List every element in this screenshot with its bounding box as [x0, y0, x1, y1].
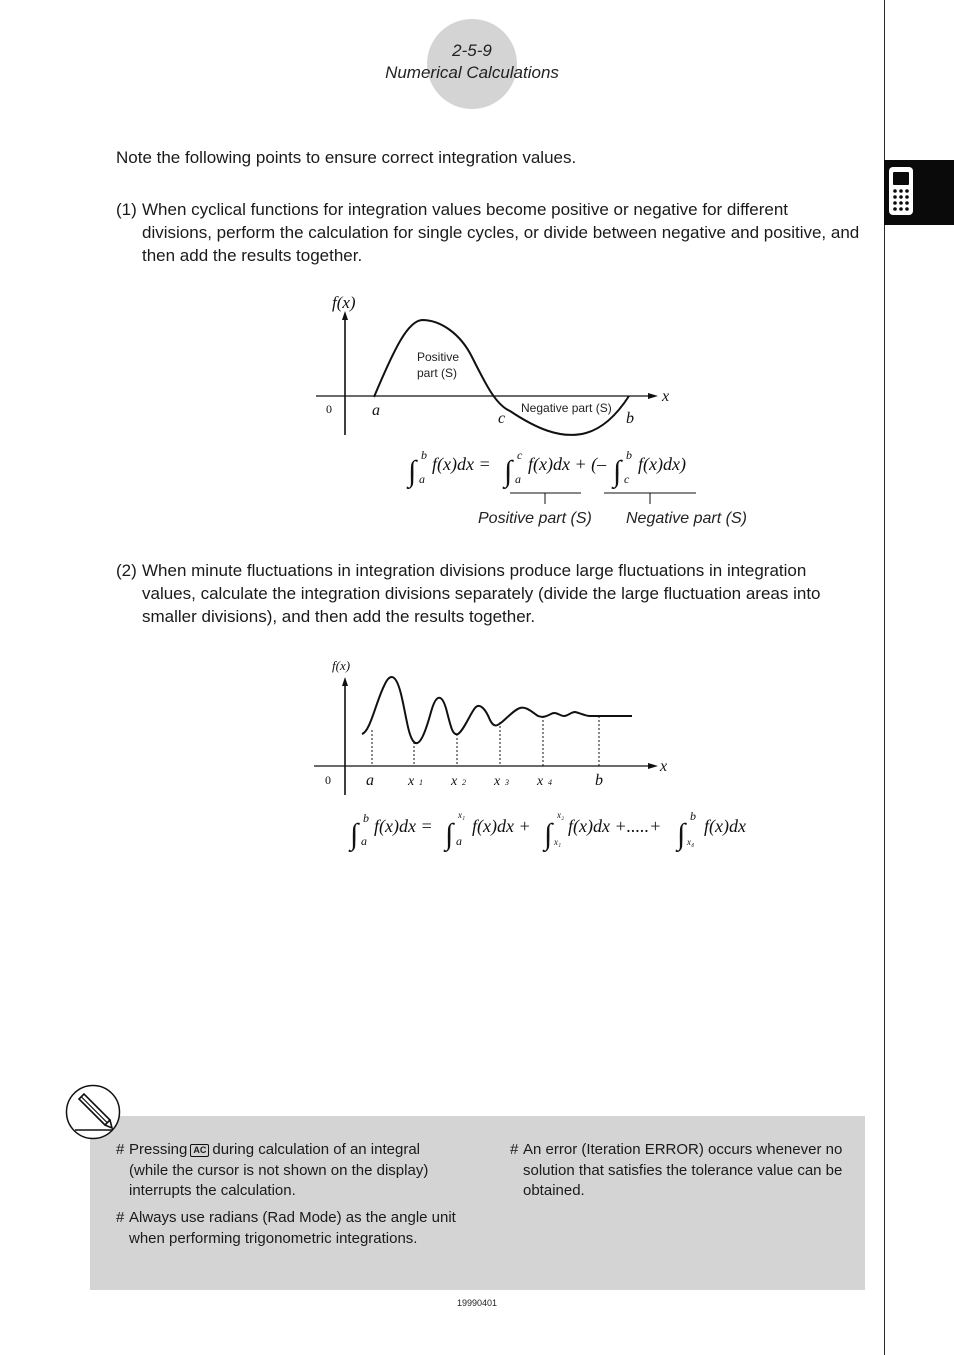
formula-term-1: f(x)dx + [472, 816, 531, 836]
formula-term-2: f(x)dx +.....+ [568, 816, 662, 836]
formula-lhs: f(x)dx = [374, 816, 433, 836]
note-interrupt [116, 1140, 461, 1202]
point-c-label: c [498, 410, 506, 427]
y-axis-label: f(x) [332, 658, 351, 673]
figure-positive-negative [300, 285, 780, 535]
integral-sign: ∫ [408, 455, 417, 488]
upper-limit: x₁ [458, 810, 466, 820]
upper-limit: c [517, 448, 523, 462]
tick-label: b [595, 772, 603, 789]
lower-limit: c [624, 472, 630, 486]
tick-label: x [408, 774, 415, 789]
y-axis-label: f(x) [332, 293, 356, 312]
point-number: (1) [116, 200, 137, 219]
lower-limit: a [456, 834, 462, 848]
tick-subscript: 3 [505, 778, 509, 787]
intro-text: Note the following points to ensure correct integration values. [116, 148, 577, 167]
upper-limit: b [363, 811, 369, 825]
tick-label: x [537, 774, 544, 789]
note-text: during calculation of an integral (while the cursor is not shown on the display) interrupts the calculation. [129, 1141, 429, 1199]
integral-sign: ∫ [677, 818, 686, 851]
upper-limit: b [690, 809, 696, 823]
integral-sign: ∫ [613, 455, 622, 488]
y-axis-arrow [342, 677, 348, 686]
x-axis-label: x [662, 388, 670, 405]
note-body: An error (Iteration ERROR) occurs whenever no solution that satisfies the tolerance value can be obtained. [523, 1141, 843, 1199]
integral-sign: ∫ [504, 455, 513, 488]
note-hash: # [510, 1141, 519, 1158]
lower-limit: a [515, 472, 521, 486]
integral-formula-1 [406, 448, 686, 490]
positive-part-label-2: part (S) [417, 366, 458, 380]
division-lines [372, 716, 599, 766]
pencil-icon [65, 1084, 121, 1140]
oscillating-curve [362, 677, 632, 743]
origin-label: 0 [326, 402, 332, 416]
upper-limit: b [421, 448, 427, 462]
point-text: When cyclical functions for integration values become positive or negative for different divisions, perform the calculation for single cycles, or divide between negative and positive, and then add the results together. [142, 200, 860, 265]
tick-label: x [451, 774, 458, 789]
x-axis-arrow [648, 393, 658, 399]
lower-limit: x₁ [554, 837, 562, 847]
lower-limit: x₄ [687, 837, 695, 847]
page-number: 2-5-9 [452, 41, 492, 60]
x-axis-label: x [660, 758, 668, 775]
note-iteration-error [510, 1140, 850, 1202]
integral-sign: ∫ [350, 818, 359, 851]
tick-subscript: 4 [548, 778, 552, 787]
section-title: Numerical Calculations [385, 63, 559, 82]
point-1 [116, 198, 861, 267]
formula-term-1: f(x)dx + (– [528, 454, 607, 474]
positive-part-label: Positive [417, 350, 460, 364]
tick-labels [366, 772, 603, 789]
point-number: (2) [116, 561, 137, 580]
y-axis-arrow [342, 311, 348, 320]
formula-term-3: f(x)dx [704, 816, 746, 836]
tick-subscript: 2 [462, 778, 466, 787]
point-text: When minute fluctuations in integration divisions produce large fluctuations in integration values, calculate the integration divisions separately (divide the large fluctuation areas into smaller divisions), and then add the results together. [142, 561, 821, 626]
note-body: Always use radians (Rad Mode) as the angle unit when performing trigonometric integrations. [129, 1209, 456, 1247]
footer-code: 19990401 [456, 1298, 498, 1308]
chapter-tab [884, 160, 954, 225]
origin-label: 0 [325, 773, 331, 787]
tick-subscript: 1 [419, 778, 423, 787]
note-radians [116, 1208, 461, 1249]
tick-label: a [366, 772, 374, 789]
ac-key: AC [190, 1144, 209, 1157]
upper-limit: x₂ [557, 810, 565, 820]
point-a-label: a [372, 402, 380, 419]
formula-lhs: f(x)dx = [432, 454, 491, 474]
note-text: Pressing [129, 1141, 188, 1158]
point-2 [116, 559, 861, 628]
note-hash: # [116, 1209, 125, 1226]
figure-fluctuations [300, 650, 780, 860]
note-hash: # [116, 1141, 125, 1158]
formula-term-2: f(x)dx) [638, 454, 686, 474]
caption-negative: Negative part (S) [626, 510, 747, 527]
lower-limit: a [419, 472, 425, 486]
caption-positive: Positive part (S) [478, 510, 592, 527]
note-body [116, 1140, 461, 1202]
tick-label: x [494, 774, 501, 789]
calculator-icon [884, 160, 954, 225]
lower-limit: a [361, 834, 367, 848]
upper-limit: b [626, 448, 632, 462]
integral-sign: ∫ [544, 818, 553, 851]
x-axis-arrow [648, 763, 658, 769]
integral-formula-2 [348, 809, 746, 853]
integral-sign: ∫ [445, 818, 454, 851]
point-b-label: b [626, 410, 634, 427]
negative-part-label: Negative part (S) [521, 401, 612, 415]
